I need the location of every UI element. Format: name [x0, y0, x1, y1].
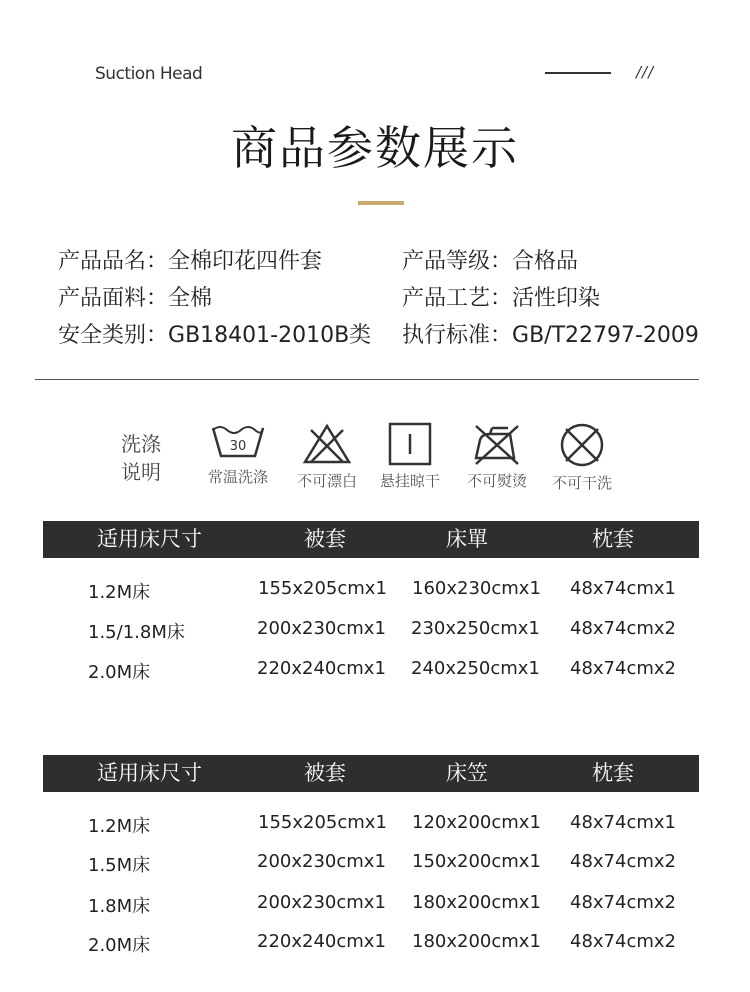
svg-text:30: 30	[229, 439, 247, 454]
wash-label-line2: 说明	[121, 460, 161, 484]
param-value: 全棉印花四件套	[168, 249, 323, 274]
care-label: 不可漂白	[296, 472, 357, 490]
cell-duvet: 220x240cmx1	[257, 658, 386, 679]
cell-size: 2.0M床	[88, 935, 151, 956]
care-label: 不可干洗	[551, 474, 612, 492]
table1-header-pillow: 枕套	[592, 527, 634, 551]
table1-header-sheet: 床單	[446, 527, 488, 551]
care-item-no-iron	[452, 422, 542, 491]
care-label: 悬挂晾干	[379, 472, 440, 490]
table2-header-fitted-sheet: 床笠	[446, 761, 488, 785]
no-dry-clean-icon	[557, 422, 607, 468]
param-value: GB18401-2010B类	[168, 323, 372, 348]
table2-header-pillow: 枕套	[592, 761, 634, 785]
cell-fitted-sheet: 120x200cmx1	[412, 812, 541, 833]
cell-sheet: 160x230cmx1	[412, 578, 541, 599]
table2-header	[43, 755, 699, 792]
cell-size: 1.5/1.8M床	[88, 622, 185, 643]
care-label: 不可熨烫	[466, 472, 527, 490]
wash-instructions-label	[121, 430, 171, 486]
table2-header-duvet: 被套	[304, 761, 346, 785]
wash-label-line1: 洗涤	[121, 432, 161, 456]
param-label: 安全类别：	[58, 323, 169, 348]
cell-duvet: 220x240cmx1	[257, 931, 386, 952]
care-label: 常温洗涤	[207, 468, 268, 486]
title-underline	[358, 201, 404, 205]
param-fabric	[58, 281, 212, 312]
cell-fitted-sheet: 180x200cmx1	[412, 931, 541, 952]
cell-fitted-sheet: 180x200cmx1	[412, 892, 541, 913]
cell-pillow: 48x74cmx1	[570, 812, 676, 833]
page-title: 商品参数展示	[231, 121, 519, 175]
cell-size: 1.5M床	[88, 855, 151, 876]
param-value: 活性印染	[512, 286, 601, 311]
table2-header-size: 适用床尺寸	[97, 761, 202, 785]
param-value: 全棉	[168, 286, 213, 311]
cell-pillow: 48x74cmx2	[570, 618, 676, 639]
cell-duvet: 155x205cmx1	[258, 812, 387, 833]
cell-sheet: 230x250cmx1	[411, 618, 540, 639]
tagline: Suction Head	[95, 64, 203, 84]
param-value: 合格品	[512, 249, 579, 274]
cell-pillow: 48x74cmx2	[570, 892, 676, 913]
cell-pillow: 48x74cmx1	[570, 578, 676, 599]
cell-size: 1.2M床	[88, 816, 151, 837]
param-label: 产品面料：	[58, 286, 169, 311]
cell-duvet: 200x230cmx1	[257, 618, 386, 639]
decorative-line	[545, 72, 611, 74]
care-item-no-dry-clean	[537, 422, 627, 493]
care-item-wash	[193, 422, 283, 487]
wash-30-icon	[209, 422, 267, 462]
cell-pillow: 48x74cmx2	[570, 931, 676, 952]
cell-size: 1.8M床	[88, 896, 151, 917]
cell-sheet: 240x250cmx1	[411, 658, 540, 679]
cell-duvet: 200x230cmx1	[257, 892, 386, 913]
cell-duvet: 155x205cmx1	[258, 578, 387, 599]
no-iron-icon	[470, 422, 524, 466]
param-label: 产品工艺：	[402, 286, 513, 311]
cell-pillow: 48x74cmx2	[570, 851, 676, 872]
param-value: GB/T22797-2009	[512, 323, 699, 348]
table1-header-size: 适用床尺寸	[97, 527, 202, 551]
cell-fitted-sheet: 150x200cmx1	[412, 851, 541, 872]
param-safety-class	[58, 318, 371, 349]
param-standard	[402, 318, 699, 349]
param-product-name	[58, 244, 322, 275]
table1-header	[43, 521, 699, 558]
care-item-hang-dry	[365, 422, 455, 491]
param-label: 产品品名：	[58, 249, 169, 274]
hang-dry-icon	[386, 422, 434, 466]
care-item-no-bleach	[282, 422, 372, 491]
param-label: 产品等级：	[402, 249, 513, 274]
cell-pillow: 48x74cmx2	[570, 658, 676, 679]
param-grade	[402, 244, 578, 275]
cell-size: 2.0M床	[88, 662, 151, 683]
decorative-slashes: ///	[636, 63, 655, 81]
param-label: 执行标准：	[402, 323, 513, 348]
cell-duvet: 200x230cmx1	[257, 851, 386, 872]
param-process	[402, 281, 600, 312]
cell-size: 1.2M床	[88, 582, 151, 603]
no-bleach-icon	[301, 422, 353, 466]
table1-header-duvet: 被套	[304, 527, 346, 551]
section-divider	[35, 379, 699, 380]
